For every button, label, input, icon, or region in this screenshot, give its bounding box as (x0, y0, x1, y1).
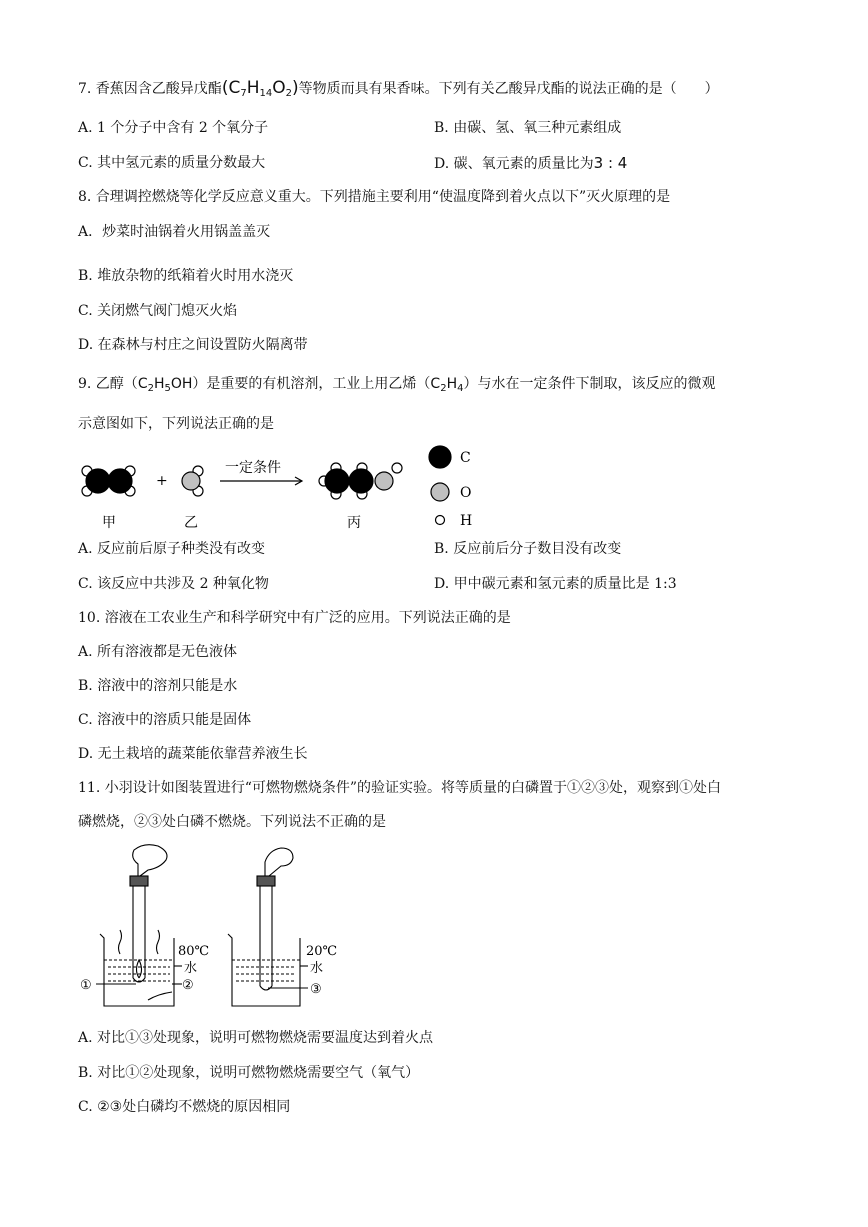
q11-stem-line2: 磷燃烧，②③处白磷不燃烧。下列说法不正确的是 (78, 814, 386, 830)
q11-water-left: 水 (184, 961, 198, 976)
q11-experiment-diagram (78, 842, 378, 1014)
q10-stem: 10. 溶液在工农业生产和科学研究中有广泛的应用。下列说法正确的是 (78, 610, 511, 626)
q9-ethylene-formula: $C_2H_4$ (430, 376, 464, 394)
q9-plus: + (156, 473, 168, 489)
q9-reaction-diagram (78, 438, 498, 538)
q11-water-right: 水 (310, 961, 324, 976)
q7-formula: $(C_7H_{14}O_2)$ (221, 78, 299, 99)
q9-label-bing: 丙 (347, 515, 361, 531)
q9-legend-o: O (460, 485, 472, 501)
q9-label-jia: 甲 (102, 515, 116, 531)
q9-option-a: A. 反应前后原子种类没有改变 (78, 541, 266, 557)
q10-option-c: C. 溶液中的溶质只能是固体 (78, 712, 252, 728)
q7-option-a: A. 1 个分子中含有 2 个氧分子 (78, 120, 269, 136)
q9-option-d: D. 甲中碳元素和氢元素的质量比是 1:3 (434, 576, 677, 592)
q11-mark1: ① (80, 978, 92, 993)
q8-option-b: B. 堆放杂物的纸箱着火时用水浇灭 (78, 268, 294, 284)
q7-stem (78, 78, 719, 104)
q9-legend-c: C (460, 450, 471, 466)
q8-option-c: C. 关闭燃气阀门熄灭火焰 (78, 303, 238, 319)
q11-option-a: A. 对比①③处现象，说明可燃物燃烧需要温度达到着火点 (78, 1030, 434, 1046)
q9-option-c: C. 该反应中共涉及 2 种氧化物 (78, 576, 269, 592)
q10-option-d: D. 无土栽培的蔬菜能依靠营养液生长 (78, 746, 308, 762)
q7-ratio: 3 : 4 (593, 154, 628, 172)
q11-stem-line1: 11. 小羽设计如图装置进行“可燃物燃烧条件”的验证实验。将等质量的白磷置于①②③处，观察到①处白 (78, 780, 722, 796)
q7-option-c: C. 其中氢元素的质量分数最大 (78, 155, 266, 171)
q9-legend-h: H (460, 513, 473, 529)
q7-stem-a: 7. 香蕉因含乙酸异戊酯 (78, 81, 222, 97)
q9-stem-line2: 示意图如下，下列说法正确的是 (78, 416, 274, 432)
q11-option-c: C. ②③处白磷均不燃烧的原因相同 (78, 1099, 291, 1115)
q11-option-b: B. 对比①②处现象，说明可燃物燃烧需要空气（氧气） (78, 1065, 420, 1081)
q9-condition: 一定条件 (225, 460, 281, 476)
q11-temp-right: 20℃ (306, 944, 338, 959)
q7-option-b: B. 由碳、氢、氧三种元素组成 (434, 120, 622, 136)
q8-stem: 8. 合理调控燃烧等化学反应意义重大。下列措施主要利用“使温度降到着火点以下”灭火原理的是 (78, 189, 671, 205)
q10-option-a: A. 所有溶液都是无色液体 (78, 644, 238, 660)
q11-mark2: ② (182, 978, 194, 993)
q11-mark3: ③ (310, 982, 322, 997)
q9-option-b: B. 反应前后分子数目没有改变 (434, 541, 622, 557)
q8-option-d: D. 在森林与村庄之间设置防火隔离带 (78, 337, 308, 353)
q9-label-yi: 乙 (184, 515, 198, 531)
q7-option-d: D. 碳、氧元素的质量比为3 : 4 (434, 154, 628, 172)
q8-option-a: A．炒菜时油锅着火用锅盖盖灭 (78, 224, 271, 240)
q9-ethanol-formula: $C_2H_5OH$ (137, 376, 193, 394)
q7-stem-b: 等物质而具有果香味。下列有关乙酸异戊酯的说法正确的是（ ） (298, 81, 719, 97)
q11-temp-left: 80℃ (178, 944, 210, 959)
q10-option-b: B. 溶液中的溶剂只能是水 (78, 678, 238, 694)
q9-stem-line1: 9. 乙醇$(C_2H_5OH)$是重要的有机溶剂，工业上用乙烯$(C_2H_4)$与水在一定条件下制取，该反应的微观 (78, 376, 716, 394)
